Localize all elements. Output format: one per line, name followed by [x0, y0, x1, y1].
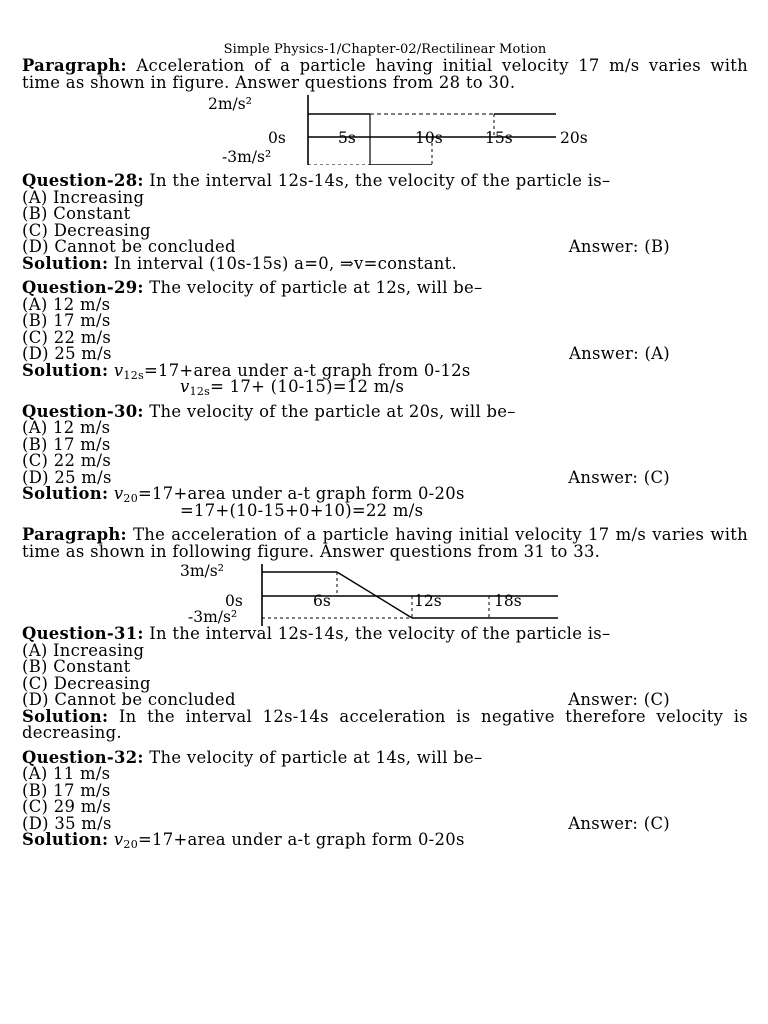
figure-1	[22, 91, 748, 165]
question-29-label: Question-29:	[22, 278, 144, 297]
paragraph-1-text: Acceleration of a particle having initial velocity 17 m/s varies with time as shown in figure. Answer questions from 28 to 30.	[22, 56, 749, 92]
question-32-velocity-subscript: 20	[123, 838, 138, 851]
figure-2	[22, 560, 748, 626]
question-30-solution-text-1: =17+area under a-t graph form 0-20s	[138, 484, 465, 503]
question-31-option-d: (D) Cannot be concluded	[22, 690, 236, 709]
fig2-y-top-label: 3m/s²	[180, 562, 224, 580]
question-29-velocity-subscript-2: 12s	[189, 385, 211, 398]
question-28-solution-text: In interval (10s-15s) a=0, ⇒v=constant.	[113, 253, 458, 273]
question-28-option-b: (B) Constant	[22, 204, 131, 223]
question-30-velocity-subscript: 20	[123, 492, 138, 505]
fig2-x-label-18s: 18s	[494, 592, 522, 610]
fig1-origin-label: 0s	[268, 129, 286, 147]
figure-2-graph	[22, 560, 748, 626]
question-30-option-d: (D) 25 m/s	[22, 467, 112, 487]
question-29-solution-text-2: = 17+ (10-15)=12 m/s	[210, 377, 405, 396]
question-31-solution	[22, 706, 749, 742]
question-32-option-a: (A) 11 m/s	[22, 764, 111, 783]
question-30-option-b: (B) 17 m/s	[22, 434, 111, 454]
question-28-answer: Answer: (B)	[568, 237, 670, 256]
question-29-solution-text-1: =17+area under a-t graph from 0-12s	[143, 360, 471, 380]
question-28-solution-label: Solution:	[22, 253, 109, 273]
question-30-solution-line-2: =17+(10-15+0+10)=22 m/s	[180, 500, 424, 520]
question-30-option-c: (C) 22 m/s	[22, 451, 112, 470]
question-30-answer: Answer: (C)	[568, 467, 670, 487]
question-32-solution	[22, 832, 748, 849]
fig2-x-label-6s: 6s	[313, 592, 331, 610]
question-29-velocity-symbol: v	[113, 360, 124, 380]
question-29-velocity-symbol-2: v	[180, 377, 190, 396]
paragraph-2	[22, 527, 748, 560]
question-30-solution-label: Solution:	[22, 484, 109, 503]
fig1-y-top-label: 2m/s²	[208, 95, 252, 113]
question-32-stem	[22, 747, 748, 767]
fig1-x-label-10s: 10s	[415, 129, 443, 147]
fig2-origin-label: 0s	[225, 592, 243, 610]
question-32-option-d: (D) 35 m/s	[22, 813, 112, 833]
question-28-option-d: (D) Cannot be concluded	[22, 237, 236, 256]
question-30-text: The velocity of the particle at 20s, will be–	[149, 401, 516, 421]
question-28-option-c: (C) Decreasing	[22, 220, 151, 240]
fig1-x-label-20s: 20s	[560, 129, 588, 147]
question-32-answer: Answer: (C)	[568, 813, 670, 833]
question-32-label: Question-32:	[22, 747, 144, 767]
question-30-stem	[22, 401, 748, 421]
document-page	[22, 42, 748, 849]
question-31-answer: Answer: (C)	[568, 690, 670, 709]
question-31-solution-label: Solution:	[22, 706, 109, 726]
question-30-velocity-symbol: v	[113, 484, 124, 503]
question-28-label: Question-28:	[22, 171, 144, 190]
fig1-y-bottom-label: -3m/s²	[222, 148, 272, 165]
figure-1-graph	[22, 91, 748, 165]
question-32-text: The velocity of particle at 14s, will be–	[149, 747, 483, 767]
paragraph-1-label: Paragraph:	[22, 56, 127, 75]
question-29-option-a: (A) 12 m/s	[22, 294, 111, 314]
fig2-segment-slope	[337, 572, 412, 618]
question-29-solution-label: Solution:	[22, 360, 109, 380]
question-29-option-d: (D) 25 m/s	[22, 344, 112, 363]
paragraph-1	[22, 58, 748, 91]
question-32-option-b: (B) 17 m/s	[22, 780, 111, 800]
question-30-label: Question-30:	[22, 401, 144, 421]
question-31-option-b: (B) Constant	[22, 657, 131, 676]
question-31-option-c: (C) Decreasing	[22, 673, 151, 693]
question-28-text: In the interval 12s-14s, the velocity of the particle is–	[149, 171, 611, 190]
question-29-text: The velocity of particle at 12s, will be–	[149, 278, 483, 297]
fig1-x-label-15s: 15s	[485, 129, 513, 147]
question-31-solution-text: In the interval 12s-14s acceleration is negative therefore velocity is decreasing.	[22, 706, 749, 742]
question-31-text: In the interval 12s-14s, the velocity of the particle is–	[149, 624, 611, 643]
question-29-option-b: (B) 17 m/s	[22, 311, 111, 330]
paragraph-2-text: The acceleration of a particle having initial velocity 17 m/s varies with time as shown in following figure. Answer questions from 31 to 33.	[22, 525, 748, 561]
question-28-solution	[22, 253, 748, 273]
question-32-velocity-symbol: v	[113, 830, 124, 849]
fig2-x-label-12s: 12s	[414, 592, 442, 610]
paragraph-2-label: Paragraph:	[22, 525, 127, 544]
fig2-y-bottom-label: -3m/s²	[188, 608, 238, 626]
fig1-x-label-5s: 5s	[338, 129, 356, 147]
question-30-option-a: (A) 12 m/s	[22, 418, 111, 437]
question-28-option-a: (A) Increasing	[22, 187, 145, 207]
question-32-solution-text: =17+area under a-t graph form 0-20s	[138, 830, 465, 849]
question-29-answer: Answer: (A)	[568, 344, 670, 363]
question-32-option-c: (C) 29 m/s	[22, 797, 112, 816]
question-32-solution-label: Solution:	[22, 830, 109, 849]
running-header: Simple Physics-1/Chapter-02/Rectilinear Motion	[223, 42, 547, 57]
question-29-velocity-subscript: 12s	[123, 368, 144, 382]
question-31-label: Question-31:	[22, 624, 144, 643]
question-29-option-c: (C) 22 m/s	[22, 327, 112, 347]
question-29-stem	[22, 280, 748, 297]
question-31-option-a: (A) Increasing	[22, 640, 145, 660]
